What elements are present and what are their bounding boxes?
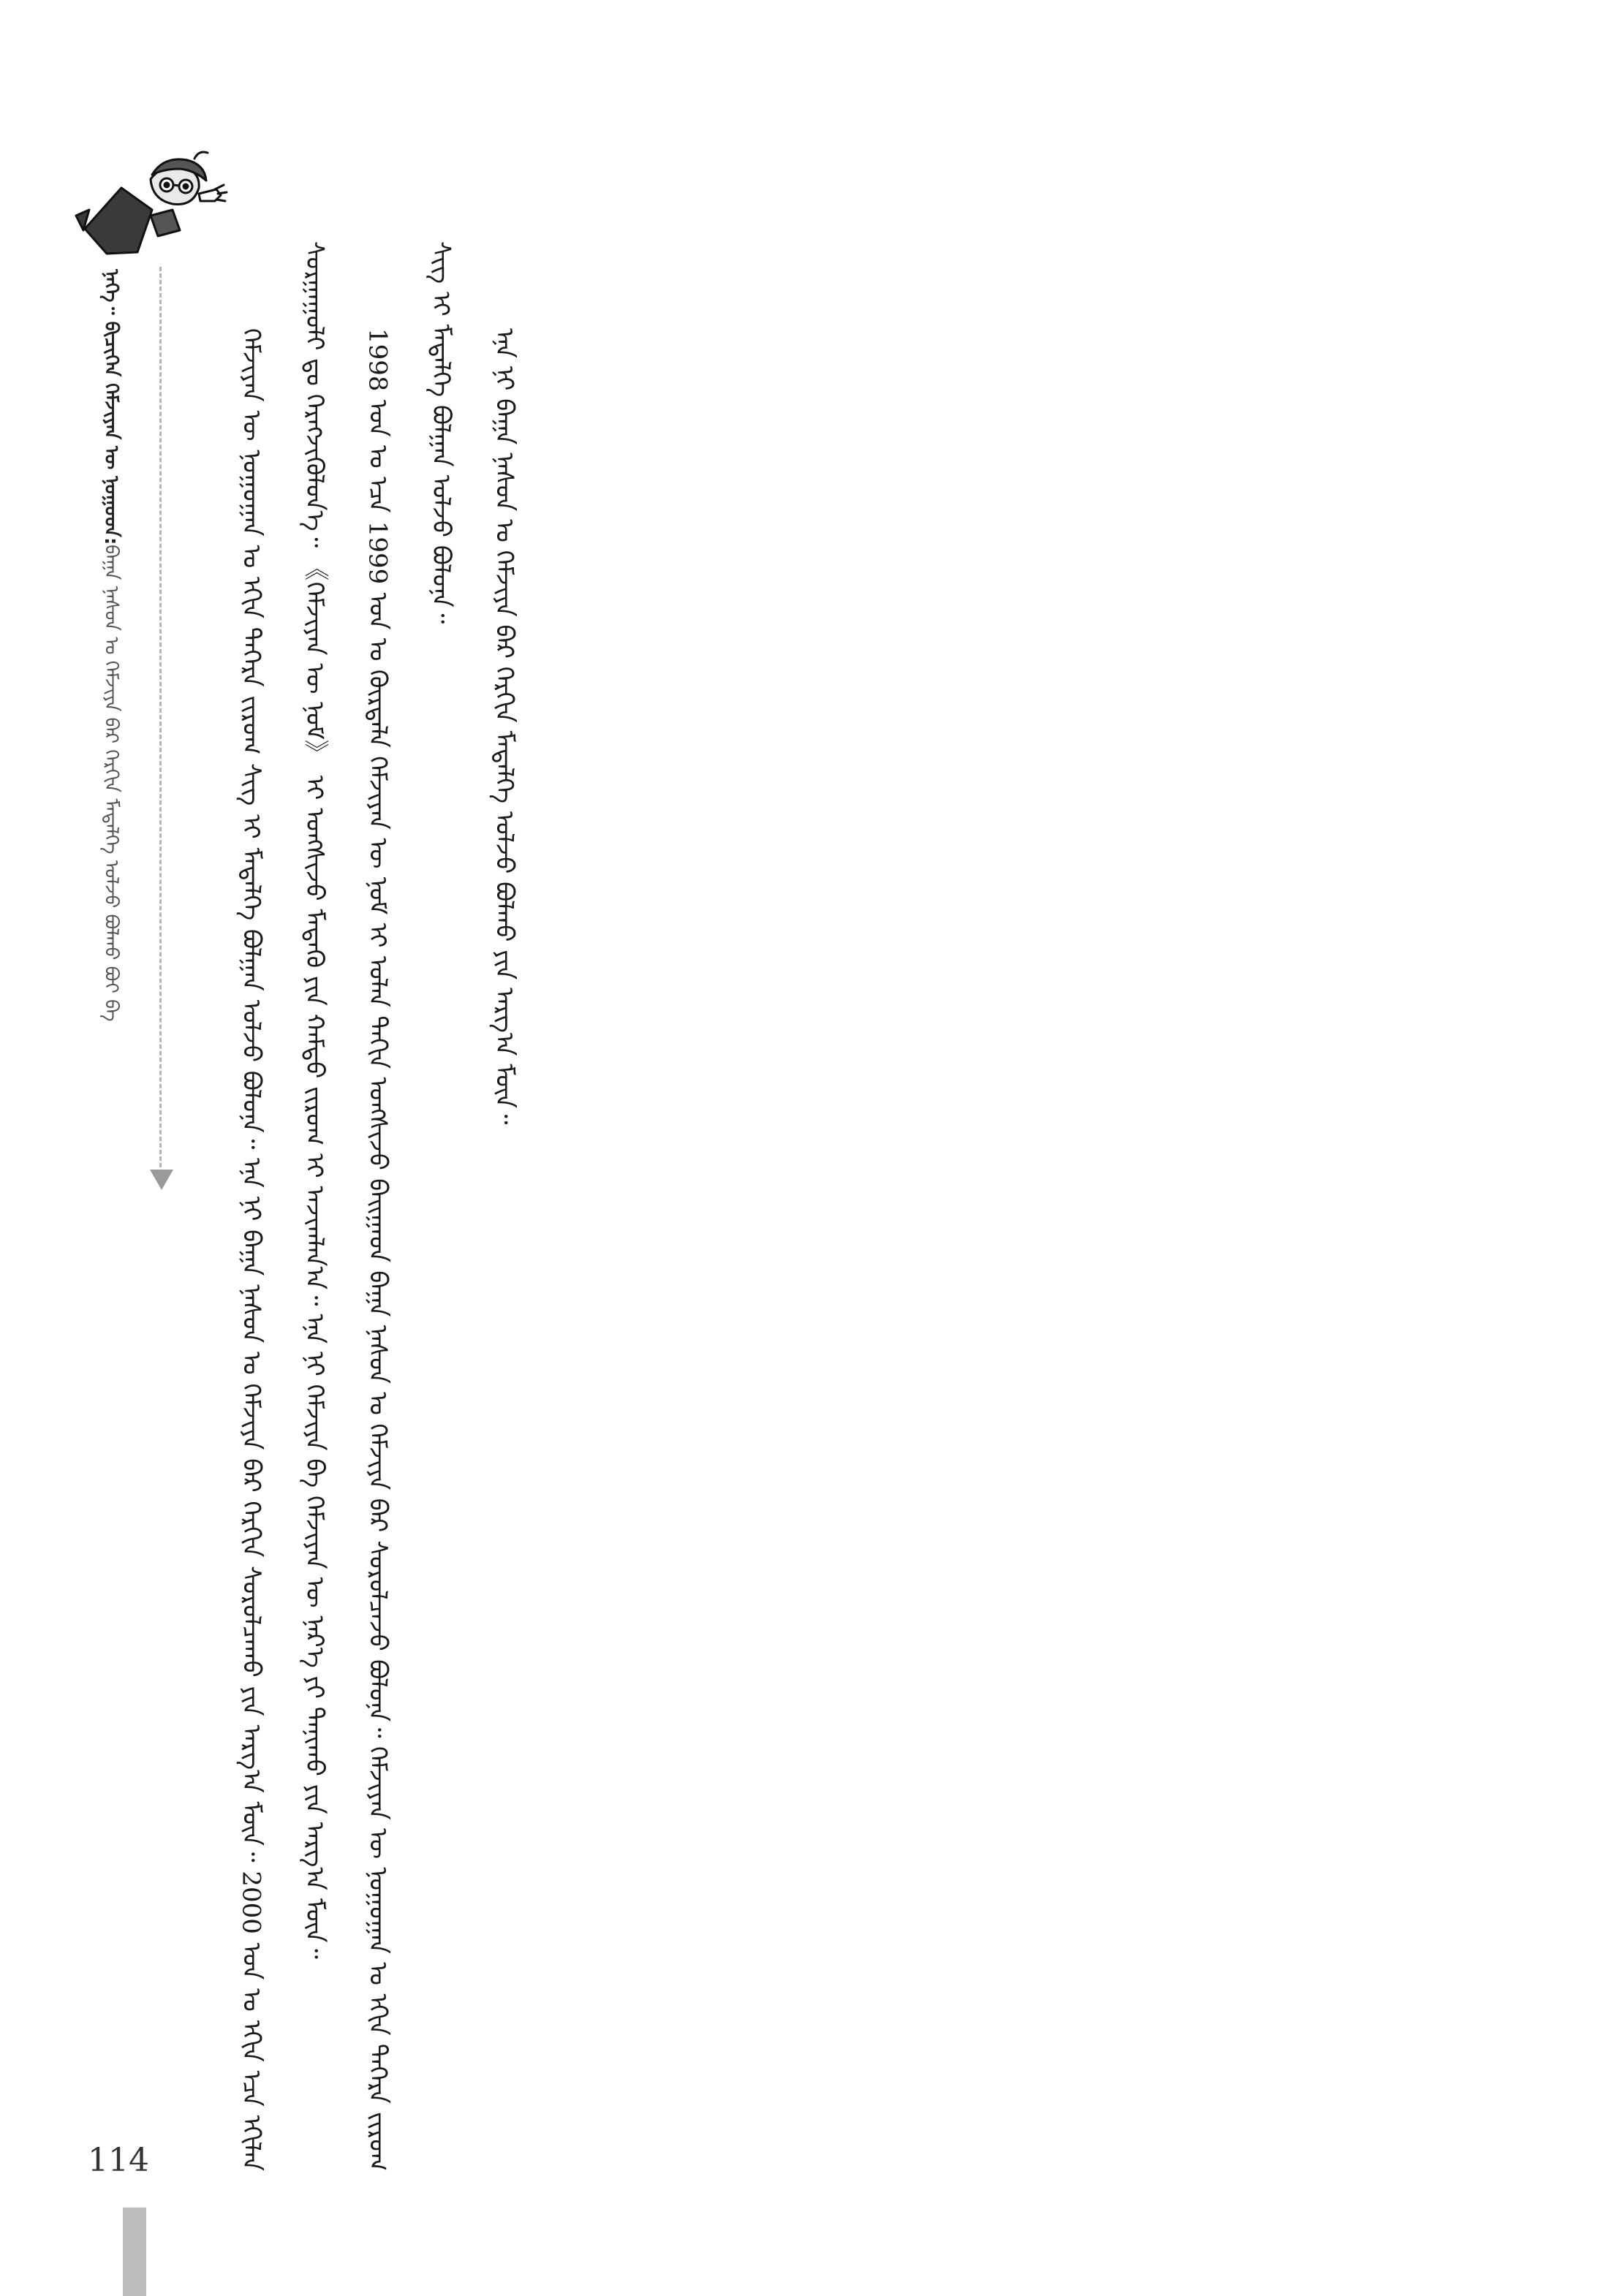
- running-header: [89, 269, 133, 1658]
- paragraph: 1998 ᠣᠨ ᠤ ᠡᠴᠡ 1999 ᠣᠨ ᠤ ᠬᠦᠷᠲᠡᠯᠡ ᠬᠡᠮᠵᠢᠶᠡᠨ ᠦ ᠨᠣᠮ ᠢ ᠣᠯᠠᠨ ᠳᠠᠬᠢᠨ ᠤᠩᠰᠢᠵᠤ ᠪᠠᠢᠭᠠᠳ ᠪᠠᠭᠠ ᠨᠠᠰᠤᠨ ᠤ ᠬᠡᠮᠵᠢᠶᠡ ᠪᠡᠷ ᠰᠤᠷᠤᠯᠴᠠᠵᠤ ᠪᠣᠯᠤᠨᠠ᠃ ᠬᠡᠮᠵᠢᠶᠡᠨ ᠦ ᠨᠣᠭᠣᠭᠠᠨ ᠤ ᠡᠬᠢᠨ ᠳᠡᠭᠡᠷᠡ ᠵᠢᠷᠤᠭ ᠰᠢᠭ ᠢ ᠮᠡᠳᠡᠯᠭᠡ ᠪᠤᠯᠭᠠᠨ ᠣᠯᠵᠤ ᠪᠣᠯᠤᠨᠠ᠃: [363, 241, 455, 2171]
- header-title: ᠨᠡᠭᠡ᠃ ᠪᠢᠴᠢᠬᠡᠨ ᠬᠡᠮᠵᠢᠶᠡᠨ ᠦ ᠨᠤᠭᠤᠳ: [100, 269, 122, 537]
- paragraph: ᠬᠡᠮᠵᠢᠶᠡᠨ ᠦ ᠨᠣᠭᠣᠭᠠᠨ ᠤ ᠡᠬᠢᠨ ᠳᠡᠭᠡᠷᠡ ᠵᠢᠷᠤᠭ ᠰᠢᠭ ᠢ ᠮᠡᠳᠡᠯᠭᠡ ᠪᠤᠯᠭᠠᠨ ᠣᠯᠵᠤ ᠪᠣᠯᠤᠨᠠ᠃ ᠡᠨᠡ ᠨᠢ ᠪᠠᠭᠠ ᠨᠠᠰᠤᠨ ᠤ ᠬᠡᠮᠵᠢᠶᠡ ᠪᠡᠷ ᠬᠡᠷᠬᠢᠨ ᠰᠤᠷᠤᠯᠴᠠᠬᠤ ᠶᠢᠨ ᠠᠷᠭ᠎ᠠ ᠮᠥᠨ᠃ 2000 ᠣᠨ ᠤ ᠡᠬᠢᠨ ᠡᠴᠡ ᠡᠬᠢᠯᠡᠨ ᠰᠤᠷᠭᠠᠭᠤᠯᠢ ᠳᠤ ᠬᠡᠷᠡᠭᠵᠢᠭᠦᠯᠦᠨ᠎ᠡ᠃ 《ᠬᠡᠮᠵᠢᠶᠡᠨ ᠦ ᠨᠣᠮ》 ᠢ ᠤᠩᠰᠢᠵᠤ ᠮᠡᠳᠡᠬᠦ ᠶᠢᠨ ᠬᠠᠮᠲᠤ ᠵᠢᠷᠤᠭ ᠢ ᠠᠵᠢᠭᠯᠠᠨ᠎ᠠ᠃ ᠡᠨᠡ ᠨᠢ ᠬᠡᠮᠵᠢᠶᠡ ᠪᠠ ᠬᠡᠮᠵᠢᠶᠡᠨ ᠦ ᠨᠡᠷ᠎ᠡ ᠶᠢ ᠲᠠᠨᠢᠬᠤ ᠶᠢᠨ ᠠᠷᠭ᠎ᠠ ᠮᠥᠨ᠃: [236, 241, 329, 2171]
- header-separator: :: [100, 537, 122, 545]
- header-subtitle: ᠪᠠᠭᠠ ᠨᠠᠰᠤᠨ ᠤ ᠬᠡᠮᠵᠢᠶᠡ ᠪᠡᠷ ᠬᠡᠷᠬᠢᠨ ᠮᠡᠳᠡᠯᠭᠡ ᠣᠯᠵᠤ ᠪᠣᠯᠬᠤ ᠪᠣᠢ ᠪᠡ: [100, 545, 122, 1022]
- page-tab-marker: [123, 2208, 146, 2296]
- paragraph: ᠡᠨᠡ ᠨᠢ ᠪᠠᠭᠠ ᠨᠠᠰᠤᠨ ᠤ ᠬᠡᠮᠵᠢᠶᠡ ᠪᠡᠷ ᠬᠡᠷᠬᠢᠨ ᠮᠡᠳᠡᠯᠭᠡ ᠣᠯᠵᠤ ᠪᠣᠯᠬᠤ ᠶᠢᠨ ᠠᠷᠭ᠎ᠠ ᠮᠥᠨ᠃: [489, 328, 519, 1125]
- page-number: 114: [88, 2142, 149, 2179]
- header-divider: [159, 267, 162, 1181]
- divider-arrow-icon: [150, 1170, 173, 1190]
- body-text: [219, 241, 1484, 2171]
